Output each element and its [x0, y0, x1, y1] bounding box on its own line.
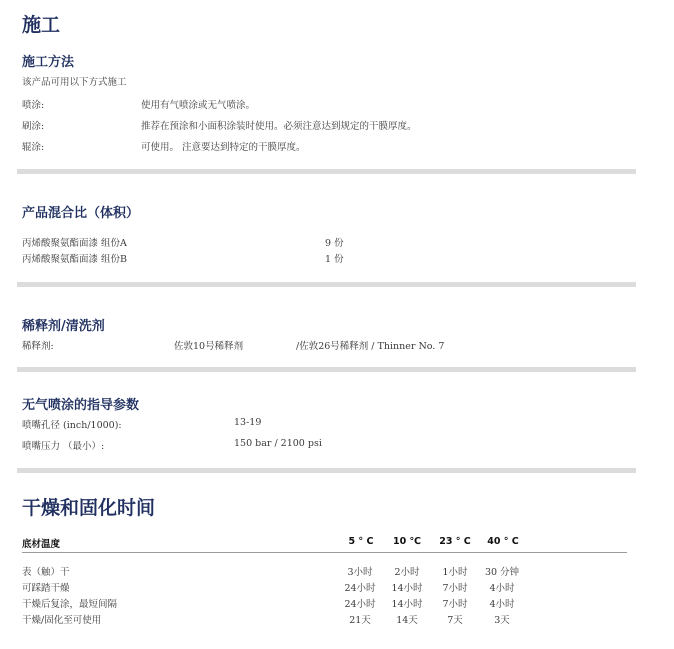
mixing-label-a: 丙烯酸聚氨酯面漆 组份A — [22, 238, 127, 249]
section-divider — [17, 367, 636, 372]
section-divider — [17, 169, 636, 174]
thinner-value-2: /佐敦26号稀释剂 / Thinner No. 7 — [296, 341, 445, 352]
drying-cell: 24小时 — [344, 599, 376, 610]
thinner-label: 稀释剂: — [22, 341, 54, 352]
airless-value-pressure: 150 bar / 2100 psi — [234, 438, 322, 449]
airless-value-tip: 13-19 — [234, 417, 262, 428]
drying-cell: 2小时 — [394, 567, 420, 578]
drying-row-label: 干燥后复涂，最短间隔 — [22, 599, 118, 610]
mixing-label-b: 丙烯酸聚氨酯面漆 组份B — [22, 254, 128, 265]
drying-cell: 24小时 — [344, 583, 376, 594]
method-text-roller: 可使用。 注意要达到特定的干膜厚度。 — [141, 142, 306, 153]
section-divider — [17, 282, 636, 287]
section-title-construction: 施工 — [22, 14, 61, 36]
drying-cell: 4小时 — [489, 583, 515, 594]
drying-temp-23: 23 ° C — [439, 536, 471, 547]
method-label-roller: 辊涂: — [22, 142, 45, 153]
airless-label-pressure: 喷嘴压力 （最小）: — [22, 441, 105, 452]
airless-title: 无气喷涂的指导参数 — [22, 398, 140, 413]
drying-cell: 3天 — [494, 615, 510, 626]
drying-title: 干燥和固化时间 — [22, 497, 156, 519]
drying-cell: 7天 — [447, 615, 463, 626]
drying-cell: 7小时 — [442, 599, 468, 610]
mixing-title: 产品混合比（体积） — [22, 206, 140, 221]
drying-cell: 7小时 — [442, 583, 468, 594]
method-text-spray: 使用有气喷涂或无气喷涂。 — [141, 100, 256, 111]
mixing-value-a: 9 份 — [325, 238, 344, 249]
drying-cell: 21天 — [349, 615, 371, 626]
drying-cell: 14天 — [396, 615, 418, 626]
drying-temp-40: 40 ° C — [487, 536, 519, 547]
drying-cell: 4小时 — [489, 599, 515, 610]
drying-header-label: 底材温度 — [22, 539, 61, 550]
drying-cell: 3小时 — [347, 567, 373, 578]
drying-row-label: 表（触）干 — [22, 567, 70, 578]
airless-label-tip: 喷嘴孔径 (inch/1000): — [22, 420, 122, 431]
mixing-value-b: 1 份 — [325, 254, 344, 265]
method-label-brush: 刷涂: — [22, 121, 45, 132]
thinner-title: 稀释剂/清洗剂 — [22, 319, 105, 334]
drying-cell: 14小时 — [391, 599, 423, 610]
method-intro: 该产品可用以下方式施工 — [22, 77, 127, 88]
drying-temp-5: 5 ° C — [348, 536, 374, 547]
method-title: 施工方法 — [22, 55, 75, 70]
drying-row-label: 干燥/固化至可使用 — [22, 615, 102, 626]
drying-cell: 30 分钟 — [484, 567, 520, 578]
method-label-spray: 喷涂: — [22, 100, 45, 111]
drying-temp-10: 10 ℃ — [392, 536, 422, 547]
section-divider — [17, 468, 636, 473]
drying-row-label: 可踩踏干燥 — [22, 583, 70, 594]
drying-cell: 14小时 — [391, 583, 423, 594]
thinner-value-1: 佐敦10号稀释剂 — [174, 341, 244, 352]
method-text-brush: 推荐在预涂和小面积涂装时使用。必须注意达到规定的干膜厚度。 — [141, 121, 417, 132]
drying-cell: 1小时 — [442, 567, 468, 578]
table-header-rule — [22, 552, 627, 553]
